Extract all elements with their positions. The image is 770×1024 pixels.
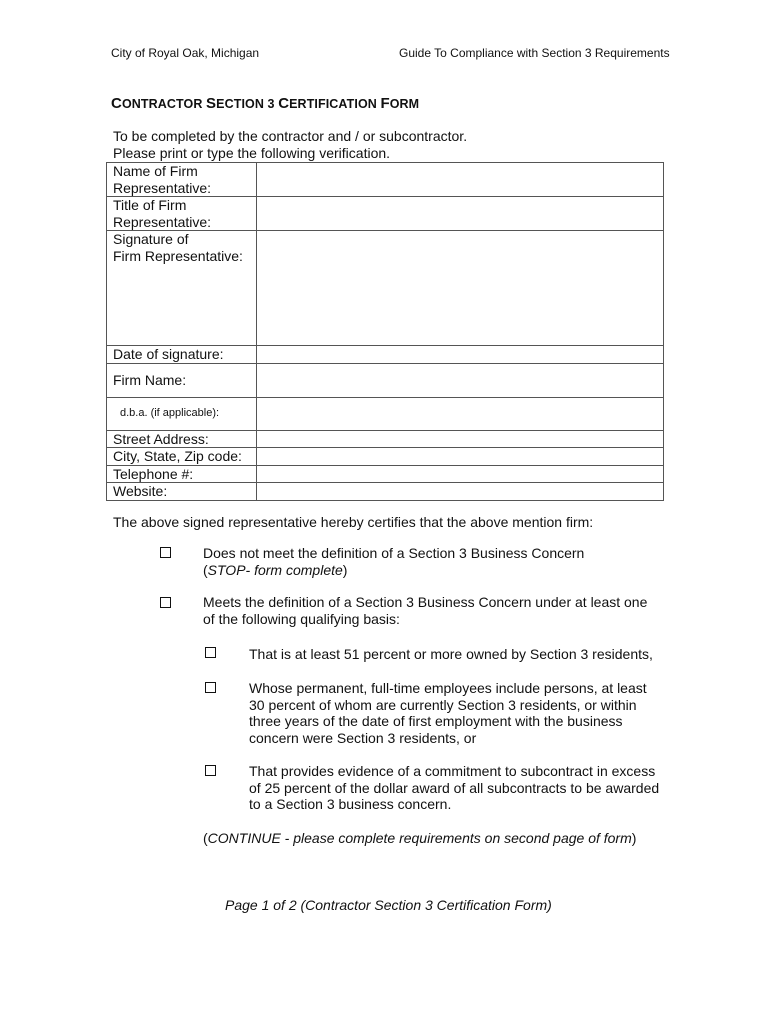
sub3-text: That provides evidence of a commitment to subcontract in excess of 25 percent of the dollar award of all subcontracts to be awarded to a Section 3 business concern. [249,763,660,812]
dba-label: d.b.a. (if applicable): [107,397,257,430]
date-label: Date of signature: [107,346,257,364]
street-label: Street Address: [107,430,257,448]
website-field[interactable] [257,483,664,501]
phone-field[interactable] [257,465,664,483]
option2-checkbox[interactable] [160,597,171,608]
dba-field[interactable] [257,397,664,430]
option1-checkbox[interactable] [160,547,171,558]
sub3-checkbox[interactable] [205,765,216,776]
intro-text [113,128,467,161]
website-label: Website: [107,483,257,501]
sub1-text: That is at least 51 percent or more owned by Section 3 residents, [249,646,653,662]
header-right: Guide To Compliance with Section 3 Requirements [399,46,670,60]
phone-label: Telephone #: [107,465,257,483]
name-field[interactable] [257,163,664,197]
certify-statement: The above signed representative hereby certifies that the above mention firm: [113,514,594,530]
signature-field[interactable] [257,231,664,346]
firm-name-label: Firm Name: [107,363,257,397]
firm-name-field[interactable] [257,363,664,397]
page-footer: Page 1 of 2 (Contractor Section 3 Certification Form) [225,897,552,913]
intro-line-1: To be completed by the contractor and / or subcontractor. [113,128,468,144]
sub1-checkbox[interactable] [205,647,216,658]
signature-label: Signature of Firm Representative: [107,231,257,346]
continue-note: (CONTINUE - please complete requirements on second page of form) [203,830,637,846]
street-field[interactable] [257,430,664,448]
title-field[interactable] [257,197,664,231]
header-left: City of Royal Oak, Michigan [111,46,260,60]
city-label: City, State, Zip code: [107,448,257,466]
sub2-checkbox[interactable] [205,682,216,693]
option1-text: Does not meet the definition of a Section 3 Business Concern (STOP- form complete) [203,545,585,578]
option2-text: Meets the definition of a Section 3 Business Concern under at least one of the following qualifying basis: [203,594,648,627]
title-label: Title of Firm Representative: [107,197,257,231]
intro-line-2: Please print or type the following verification. [113,144,391,161]
sub2-text: Whose permanent, full-time employees include persons, at least 30 percent of whom are currently Section 3 residents, or within three years of the date of first employment with the business concern were Section 3 residents, or [249,680,647,746]
form-title: CONTRACTOR SECTION 3 CERTIFICATION FORM [111,95,420,112]
verification-table [106,162,664,501]
date-field[interactable] [257,346,664,364]
city-field[interactable] [257,448,664,466]
name-label: Name of Firm Representative: [107,163,257,197]
